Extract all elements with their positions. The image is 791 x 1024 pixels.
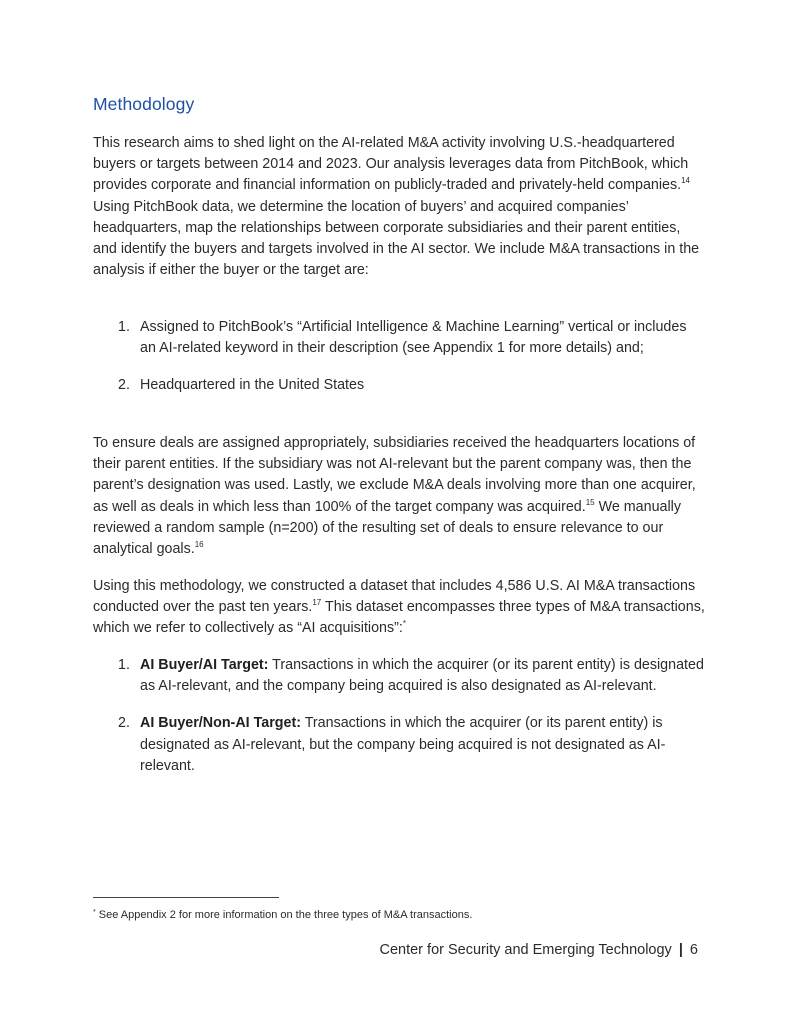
footer-separator: | [678,942,683,958]
footnote-ref-14[interactable]: 14 [681,176,690,186]
acquisition-types-list [93,655,705,777]
footer-org: Center for Security and Emerging Technology [379,942,672,958]
type-label: AI Buyer/Non-AI Target: [140,715,301,732]
type-text: Transactions in which the acquirer (or its parent entity) is designated as AI-relevant, and the company being acquired is also designated as AI-relevant. [140,657,704,695]
footnote [93,909,472,921]
para2-text-1: To ensure deals are assigned appropriately, subsidiaries received the headquarters locations of their parent entities. If the subsidiary was not AI-relevant but the parent company was, then the parent’s designation was used. Lastly, we exclude M&A deals involving more than one acquirer, as well as deals in which less than 100% of the target company was acquired. [93,435,696,515]
list-item [93,655,705,697]
list-number: 2. [118,715,130,732]
list-text: Assigned to PitchBook’s “Artificial Intelligence & Machine Learning” vertical or includes an AI-related keyword in their description (see Appendix 1 for more details) and; [140,319,687,357]
list-item [93,713,705,777]
list-item [93,375,705,396]
intro-text-1: This research aims to shed light on the AI-related M&A activity involving U.S.-headquartered buyers or targets between 2014 and 2023. Our analysis leverages data from PitchBook, which provides corporate and financial information on publicly-traded and privately-held companies. [93,135,689,194]
footnote-ref-17[interactable]: 17 [312,598,322,608]
footnote-mark: * [93,909,96,916]
para3-text-1: Using this methodology, we constructed a dataset that includes 4,586 U.S. AI M&A transactions conducted over the past ten years. [93,578,696,616]
list-number: 1. [118,657,130,673]
list-number: 2. [118,377,130,394]
footnote-divider [93,897,279,898]
section-heading: Methodology [93,94,195,114]
para2-text-2: We manually reviewed a random sample (n=200) of the resulting set of deals to ensure relevance to our analytical goals. [93,498,681,558]
paragraph-deals [93,433,705,560]
page-number: 6 [689,942,698,958]
intro-text-2: Using PitchBook data, we determine the location of buyers’ and acquired companies’ headquarters, map the relationships between corporate subsidiaries and their parent entities, and identify the buyers and targets involved in the AI sector. We include M&A transactions in the analysis if either the buyer or the target are: [93,198,700,279]
para3-text-2: This dataset encompasses three types of M&A transactions, which we refer to collectively as “AI acquisitions”: [93,599,705,637]
list-text: Headquartered in the United States [140,377,365,394]
type-label: AI Buyer/AI Target: [140,657,269,673]
paragraph-dataset [93,576,705,640]
footnote-ref-16[interactable]: 16 [194,540,204,550]
criteria-list [93,317,705,397]
page-footer [379,942,698,958]
footnote-ref-star[interactable]: * [402,619,407,629]
footnote-ref-15[interactable]: 15 [585,497,595,507]
intro-paragraph [93,133,705,281]
list-item [93,317,705,359]
footnote-text: See Appendix 2 for more information on the three types of M&A transactions. [95,909,473,921]
type-text: Transactions in which the acquirer (or its parent entity) is designated as AI-relevant, but the company being acquired is not designated as AI-relevant. [140,715,666,774]
list-number: 1. [118,319,130,335]
